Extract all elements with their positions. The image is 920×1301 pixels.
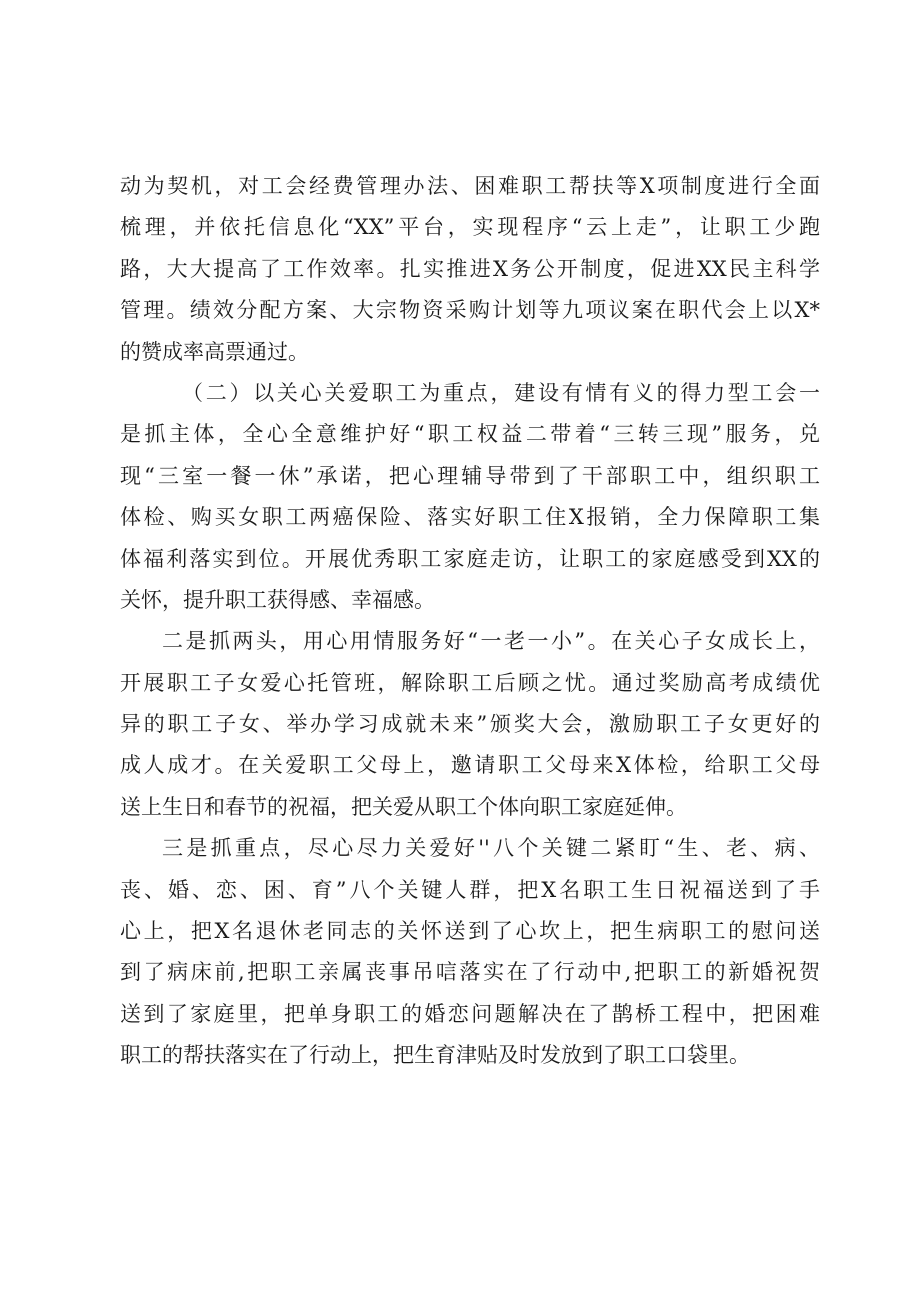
paragraph-3 [120,621,820,828]
text-line: 开展职工子女爱心托管班，解除职工后顾之忧。通过奖励高考成绩优 [120,670,820,695]
text-line: 梳理，并依托信息化“XX”平台，实现程序“云上走”，让职工少跑 [120,215,820,240]
text-line: 现“三室一餐一休”承诺，把心理辅导带到了干部职工中，组织职工 [120,463,820,488]
text-line: 异的职工子女、举办学习成就未来”颁奖大会，激励职工子女更好的 [120,712,820,737]
paragraph-1 [120,166,820,373]
text-line: 二是抓两头，用心用情服务好“一老一小”。在关心子女成长上， [162,629,820,654]
paragraph-2 [120,373,820,621]
text-line: 成人成才。在关爱职工父母上，邀请职工父母来X体检，给职工父母 [120,753,820,778]
document-body [120,166,820,1077]
text-line: 心上，把X名退休老同志的关怀送到了心坎上，把生病职工的慰问送 [120,919,820,944]
text-line: 送上生日和春节的祝福，把关爱从职工个体向职工家庭延伸。 [120,794,687,819]
text-line: 到了病床前,把职工亲属丧事吊唁落实在了行动中,把职工的新婚祝贺 [120,960,820,985]
text-line: 体检、购买女职工两癌保险、落实好职工住X报销，全力保障职工集 [120,505,820,530]
text-line: 送到了家庭里，把单身职工的婚恋问题解决在了鹊桥工程中，把困难 [120,1001,820,1026]
text-line: 路，大大提高了工作效率。扎实推进X务公开制度，促进XX民主科学 [120,256,820,281]
text-line: 是抓主体，全心全意维护好“职工权益二带着“三转三现”服务，兑 [120,422,820,447]
text-line: 职工的帮扶落实在了行动上，把生育津贴及时发放到了职工口袋里。 [120,1043,750,1068]
text-line: 丧、婚、恋、困、育”八个关键人群，把X名职工生日祝福送到了手 [120,877,820,902]
text-line: 三是抓重点，尽心尽力关爱好''八个关键二紧盯“生、老、病、 [162,836,820,861]
text-line: 管理。绩效分配方案、大宗物资采购计划等九项议案在职代会上以X* [120,298,820,323]
text-line: （二）以关心关爱职工为重点，建设有情有义的得力型工会一 [182,380,820,405]
text-line: 体福利落实到位。开展优秀职工家庭走访，让职工的家庭感受到XX的 [120,546,820,571]
text-line: 动为契机，对工会经费管理办法、困难职工帮扶等X项制度进行全面 [120,174,820,198]
text-line: 关怀，提升职工获得感、幸福感。 [120,587,435,612]
text-line: 的赞成率高票通过。 [120,339,309,364]
paragraph-4 [120,828,820,1076]
